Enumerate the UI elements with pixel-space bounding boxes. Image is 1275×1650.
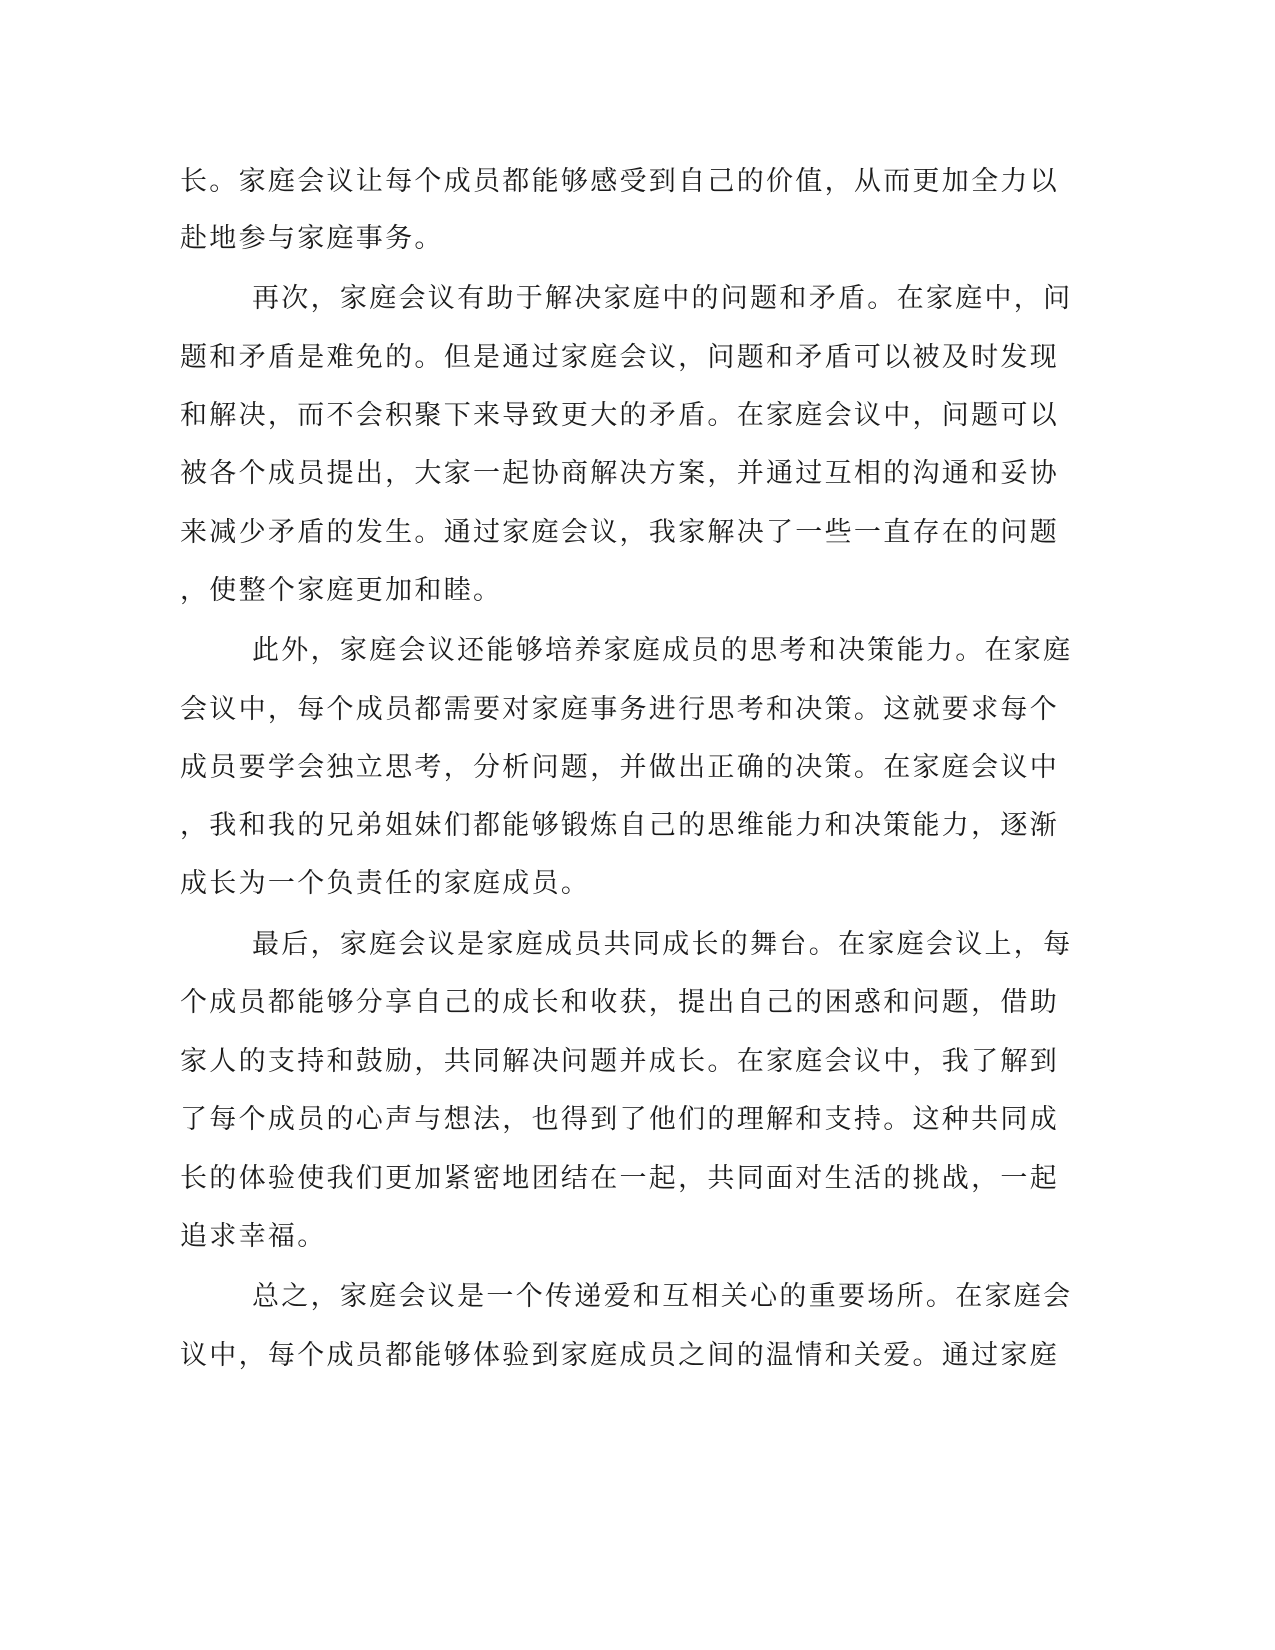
paragraph-start-line: 最后，家庭会议是家庭成员共同成长的舞台。在家庭会议上，每: [252, 929, 1073, 960]
text-line: 个成员都能够分享自己的成长和收获，提出自己的困惑和问题，借助: [180, 987, 1059, 1018]
text-line: 会议中，每个成员都需要对家庭事务进行思考和决策。这就要求每个: [180, 694, 1059, 725]
text-line: 追求幸福。: [180, 1221, 327, 1252]
paragraph-start-line: 总之，家庭会议是一个传递爱和互相关心的重要场所。在家庭会: [252, 1281, 1073, 1312]
paragraph-start-line: 再次，家庭会议有助于解决家庭中的问题和矛盾。在家庭中，问: [252, 283, 1073, 314]
text-line: 议中，每个成员都能够体验到家庭成员之间的温情和关爱。通过家庭: [180, 1340, 1059, 1371]
text-line: 被各个成员提出，大家一起协商解决方案，并通过互相的沟通和妥协: [180, 458, 1059, 489]
text-line: ，我和我的兄弟姐妹们都能够锻炼自己的思维能力和决策能力，逐渐: [180, 810, 1059, 841]
text-line: 题和矛盾是难免的。但是通过家庭会议，问题和矛盾可以被及时发现: [180, 342, 1059, 373]
text-line: 和解决，而不会积聚下来导致更大的矛盾。在家庭会议中，问题可以: [180, 400, 1059, 431]
text-line: 长。家庭会议让每个成员都能够感受到自己的价值，从而更加全力以: [180, 166, 1059, 197]
text-line: ，使整个家庭更加和睦。: [180, 575, 503, 606]
text-line: 赴地参与家庭事务。: [180, 223, 444, 254]
text-line: 了每个成员的心声与想法，也得到了他们的理解和支持。这种共同成: [180, 1104, 1059, 1135]
paragraph-start-line: 此外，家庭会议还能够培养家庭成员的思考和决策能力。在家庭: [252, 635, 1073, 666]
text-line: 来减少矛盾的发生。通过家庭会议，我家解决了一些一直存在的问题: [180, 517, 1059, 548]
text-line: 成长为一个负责任的家庭成员。: [180, 868, 591, 899]
text-line: 长的体验使我们更加紧密地团结在一起，共同面对生活的挑战，一起: [180, 1163, 1059, 1194]
text-line: 家人的支持和鼓励，共同解决问题并成长。在家庭会议中，我了解到: [180, 1046, 1059, 1077]
text-line: 成员要学会独立思考，分析问题，并做出正确的决策。在家庭会议中: [180, 752, 1059, 783]
